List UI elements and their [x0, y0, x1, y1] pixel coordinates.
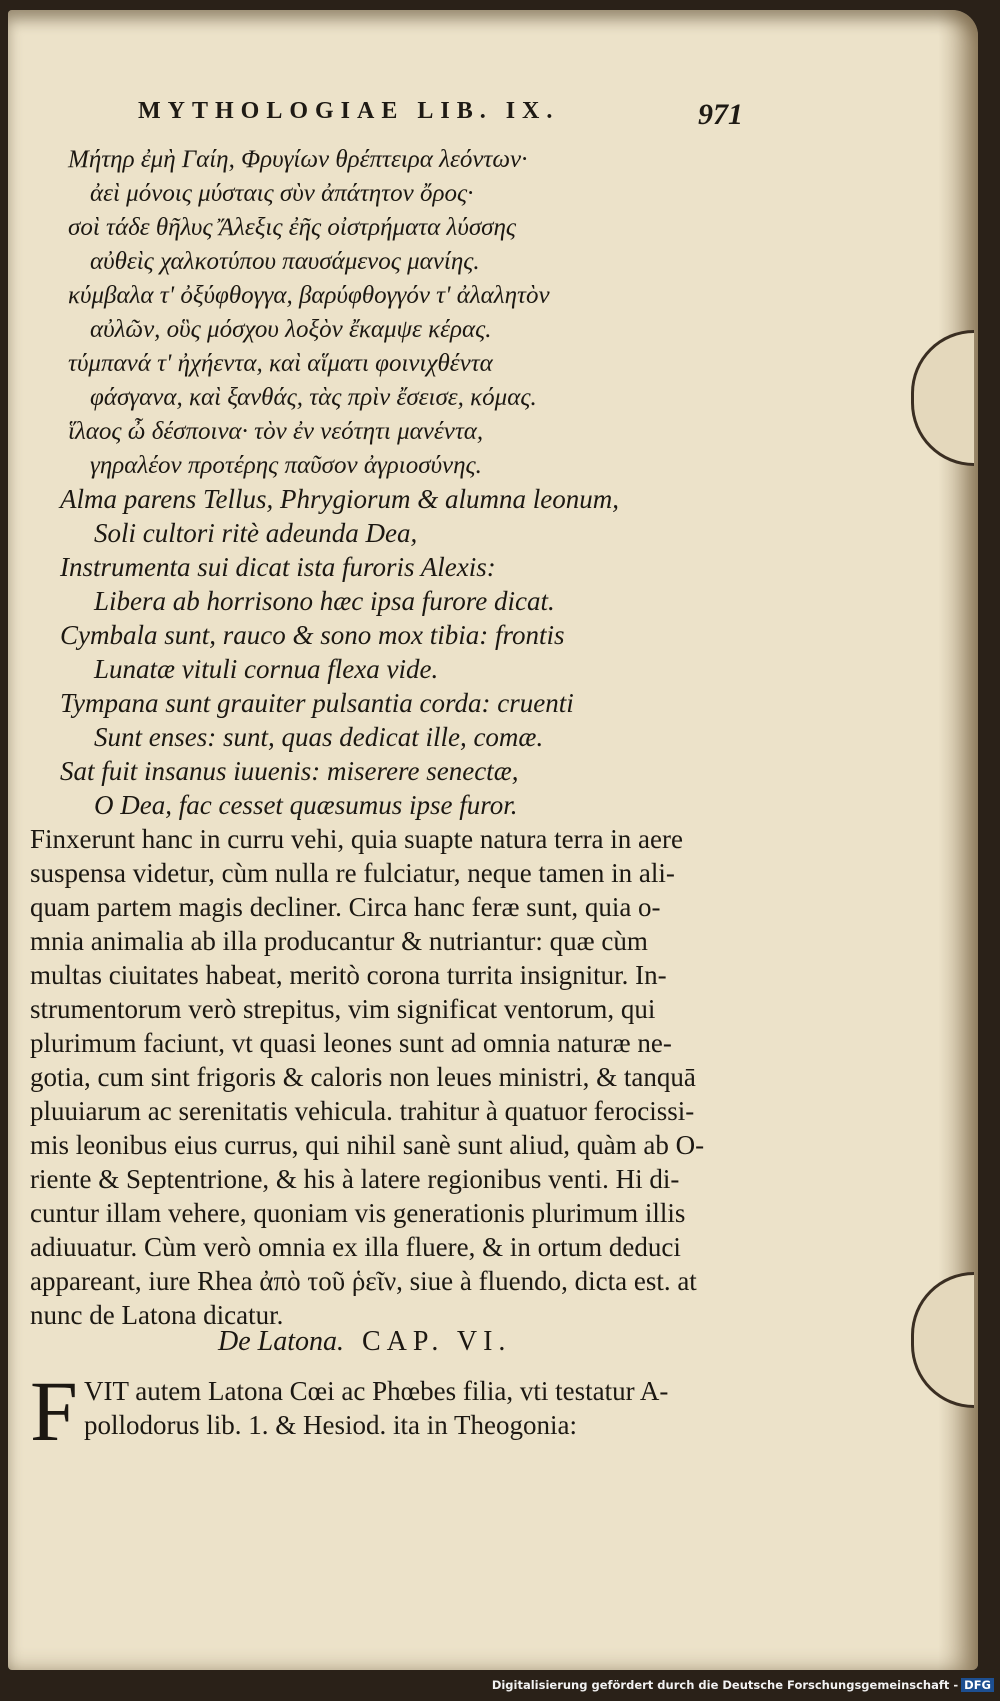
greek-verse-line: κύμβαλα τ' ὀξύφθογγα, βαρύφθογγόν τ' ἀλαλητὸν [68, 282, 550, 309]
prose-line: appareant, iure Rhea ἀπὸ τοῦ ῥεῖν, siue à fluendo, dicta est. at [30, 1266, 697, 1296]
page-number: 971 [698, 98, 743, 131]
opening-line: pollodorus lib. 1. & Hesiod. ita in Theogonia: [84, 1410, 577, 1440]
latin-verse-line: Soli cultori ritè adeunda Dea, [94, 518, 418, 548]
chapter-heading [218, 1326, 511, 1358]
prose-line: gotia, cum sint frigoris & caloris non leues ministri, & tanquā [30, 1062, 696, 1092]
greek-verse-line: ἵλαος ὦ δέσποινα· τὸν ἐν νεότητι μανέντα, [68, 418, 484, 445]
latin-verse-line: Lunatæ vituli cornua flexa vide. [94, 654, 439, 684]
chapter-title: De Latona. [218, 1326, 344, 1357]
chapter-number: CAP. VI. [362, 1326, 512, 1357]
book-page [8, 10, 978, 1670]
latin-verse-line: Alma parens Tellus, Phrygiorum & alumna leonum, [60, 484, 619, 514]
dfg-logo: DFG [961, 1678, 994, 1692]
credit-text: Digitalisierung gefördert durch die Deutsche Forschungsgemeinschaft - [491, 1678, 959, 1692]
greek-verse-line: αὐλῶν, οὓς μόσχου λοξὸν ἔκαμψε κέρας. [90, 316, 492, 343]
opening-line: VIT autem Latona Cœi ac Phœbes filia, vti testatur A- [84, 1376, 669, 1406]
page-tab-top [911, 330, 974, 466]
prose-line: strumentorum verò strepitus, vim significat ventorum, qui [30, 994, 656, 1024]
prose-line: quam partem magis decliner. Circa hanc feræ sunt, quia o- [30, 892, 661, 922]
greek-verse-line: αὐθεὶς χαλκοτύπου παυσάμενος μανίης. [90, 248, 480, 275]
latin-verse-line: Instrumenta sui dicat ista furoris Alexis: [60, 552, 496, 582]
latin-verse-line: Libera ab horrisono hæc ipsa furore dicat. [94, 586, 555, 616]
prose-line: mnia animalia ab illa producantur & nutriantur: quæ cùm [30, 926, 648, 956]
latin-verse-line: Tympana sunt grauiter pulsantia corda: cruenti [60, 688, 574, 718]
prose-line: riente & Septentrione, & his à latere regionibus venti. Hi di- [30, 1164, 680, 1194]
prose-line: Finxerunt hanc in curru vehi, quia suapte natura terra in aere [30, 824, 683, 854]
greek-verse-line: γηραλέον προτέρης παῦσον ἀγριοσύνης. [90, 452, 482, 479]
prose-line: plurimum faciunt, vt quasi leones sunt ad omnia naturæ ne- [30, 1028, 672, 1058]
prose-line: mis leonibus eius currus, qui nihil sanè sunt aliud, quàm ab O- [30, 1130, 705, 1160]
greek-verse-line: σοὶ τάδε θῆλυς Ἄλεξις ἐῆς οἰστρήματα λύσσης [68, 214, 517, 241]
prose-line: cuntur illam vehere, quoniam vis generationis plurimum illis [30, 1198, 686, 1228]
prose-line: suspensa videtur, cùm nulla re fulciatur, neque tamen in ali- [30, 858, 675, 888]
latin-verse-line: Sunt enses: sunt, quas dedicat ille, comæ. [94, 722, 544, 752]
running-header: MYTHOLOGIAE LIB. IX. [138, 98, 560, 124]
drop-cap: F [30, 1363, 78, 1459]
greek-verse-line: τύμπανά τ' ἠχήεντα, καὶ αἵματι φοινιχθέντα [68, 350, 493, 377]
greek-verse-line: Μήτηρ ἐμὴ Γαίη, Φρυγίων θρέπτειρα λεόντων· [68, 146, 528, 173]
prose-line: adiuuatur. Cùm verò omnia ex illa fluere, & in ortum deduci [30, 1232, 681, 1262]
page-tab-bottom [911, 1272, 974, 1408]
prose-line: pluuiarum ac serenitatis vehicula. trahitur à quatuor ferocissi- [30, 1096, 695, 1126]
latin-verse-line: Cymbala sunt, rauco & sono mox tibia: frontis [60, 620, 565, 650]
latin-verse-line: Sat fuit insanus iuuenis: miserere senectæ, [60, 756, 519, 786]
latin-verse-line: O Dea, fac cesset quæsumus ipse furor. [94, 790, 518, 820]
digitization-credit [492, 1678, 994, 1692]
greek-verse-line: φάσγανα, καὶ ξανθάς, τὰς πρὶν ἔσεισε, κόμας. [90, 384, 537, 411]
greek-verse-line: ἀεὶ μόνοις μύσταις σὺν ἀπάτητον ὄρος· [90, 180, 474, 207]
prose-line: multas ciuitates habeat, meritò corona turrita insignitur. In- [30, 960, 667, 990]
prose-line: nunc de Latona dicatur. [30, 1300, 284, 1330]
